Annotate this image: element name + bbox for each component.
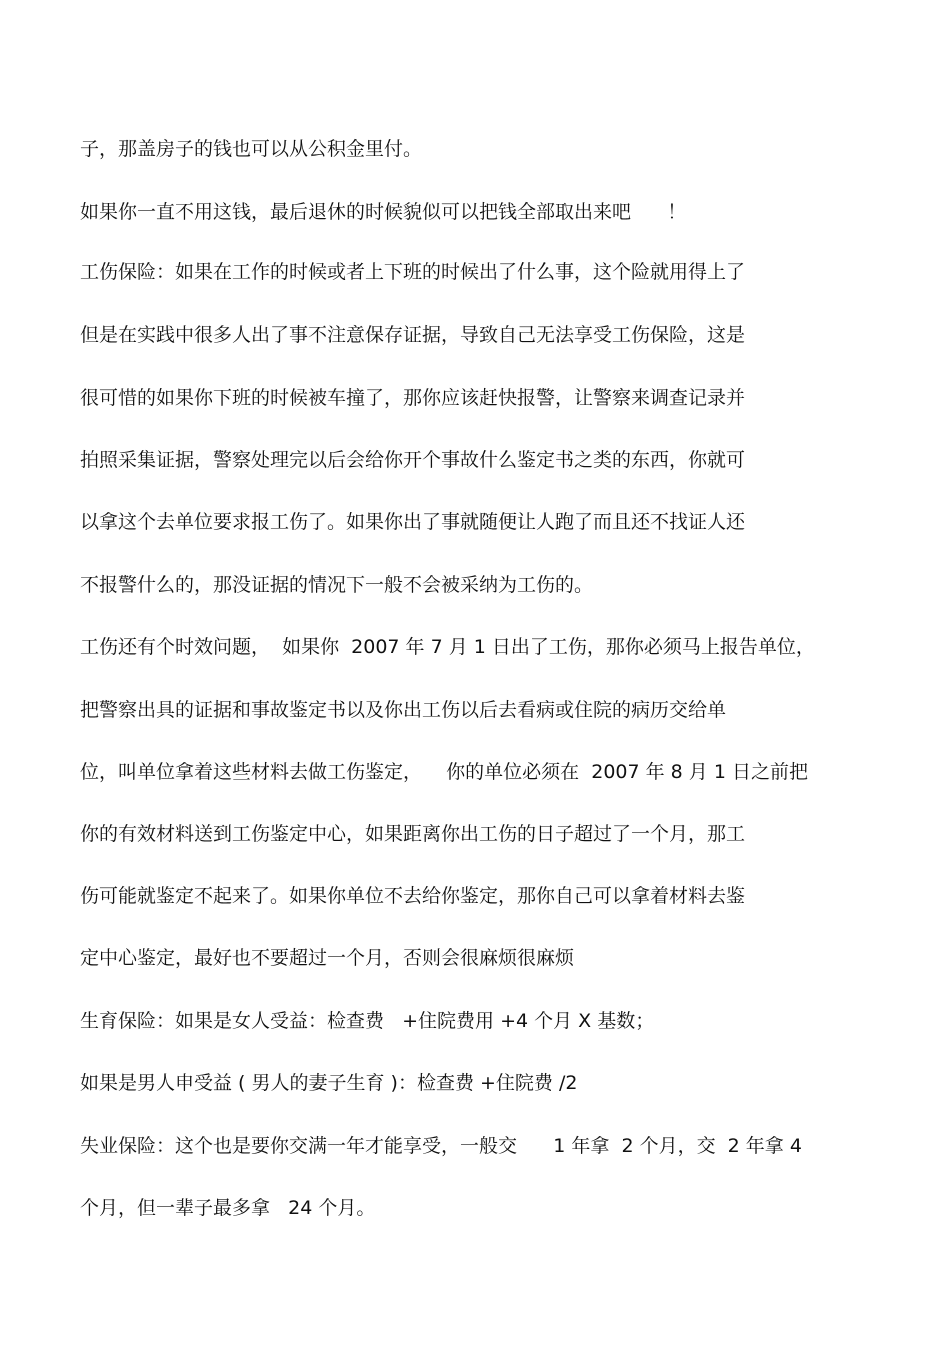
paragraph-line-12: 你的有效材料送到工伤鉴定中心，如果距离你出工伤的日子超过了一个月，那工 <box>80 823 746 845</box>
paragraph-line-8: 不报警什么的，那没证据的情况下一般不会被采纳为工伤的。 <box>80 574 594 596</box>
paragraph-line-10: 把警察出具的证据和事故鉴定书以及你出工伤以后去看病或住院的病历交给单 <box>80 699 727 721</box>
paragraph-line-17: 失业保险：这个也是要你交满一年才能享受，一般交 1 年拿 2 个月，交 2 年拿 4 <box>80 1135 802 1157</box>
paragraph-line-3: 工伤保险：如果在工作的时候或者上下班的时候出了什么事，这个险就用得上了 <box>80 261 746 283</box>
paragraph-line-7: 以拿这个去单位要求报工伤了。如果你出了事就随便让人跑了而且还不找证人还 <box>80 511 746 533</box>
paragraph-line-5: 很可惜的如果你下班的时候被车撞了，那你应该赶快报警，让警察来调查记录并 <box>80 387 746 409</box>
paragraph-line-4: 但是在实践中很多人出了事不注意保存证据，导致自己无法享受工伤保险，这是 <box>80 324 746 346</box>
paragraph-line-16: 如果是男人申受益 ( 男人的妻子生育 )：检查费 +住院费 /2 <box>80 1072 578 1094</box>
paragraph-line-18: 个月，但一辈子最多拿 24 个月。 <box>80 1197 376 1219</box>
paragraph-line-15: 生育保险：如果是女人受益：检查费 +住院费用 +4 个月 X 基数； <box>80 1010 655 1032</box>
paragraph-line-9: 工伤还有个时效问题， 如果你 2007 年 7 月 1 日出了工伤，那你必须马上报告单位， <box>80 636 815 658</box>
paragraph-line-2: 如果你一直不用这钱，最后退休的时候貌似可以把钱全部取出来吧 ！ <box>80 201 687 223</box>
paragraph-line-11: 位，叫单位拿着这些材料去做工伤鉴定， 你的单位必须在 2007 年 8 月 1 日之前把 <box>80 761 808 783</box>
paragraph-line-14: 定中心鉴定，最好也不要超过一个月，否则会很麻烦很麻烦 <box>80 947 575 969</box>
paragraph-line-6: 拍照采集证据，警察处理完以后会给你开个事故什么鉴定书之类的东西，你就可 <box>80 449 746 471</box>
paragraph-line-13: 伤可能就鉴定不起来了。如果你单位不去给你鉴定，那你自己可以拿着材料去鉴 <box>80 885 746 907</box>
paragraph-line-1: 子，那盖房子的钱也可以从公积金里付。 <box>80 138 423 160</box>
